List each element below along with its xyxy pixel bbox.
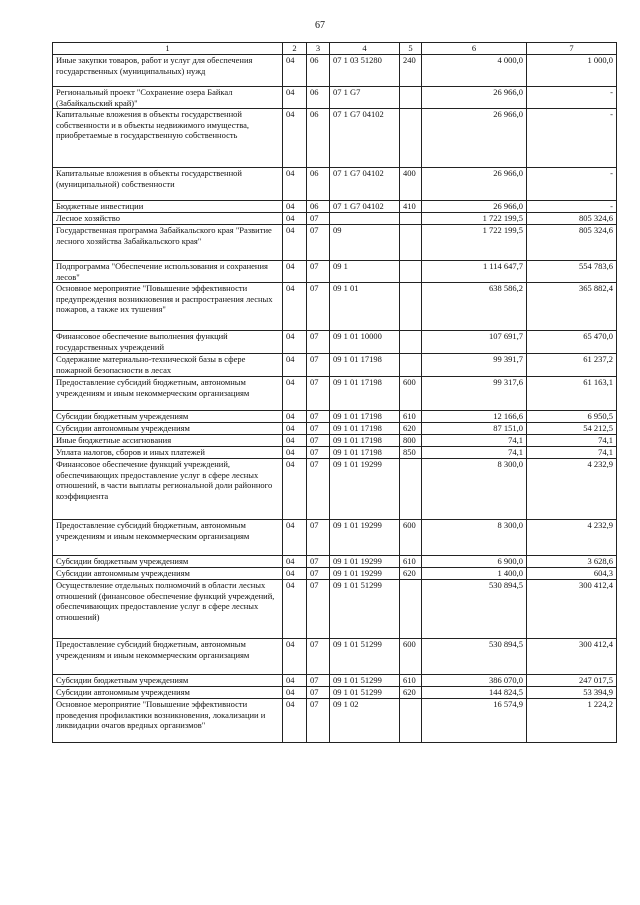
row-subsection-code: 07	[307, 580, 330, 639]
row-section-code: 04	[283, 435, 307, 447]
row-amount-col7: 554 783,6	[527, 261, 617, 283]
row-expense-type	[400, 699, 422, 743]
row-section-code: 04	[283, 687, 307, 699]
row-target-article: 07 1 G7 04102	[330, 168, 400, 201]
row-amount-col6: 107 691,7	[422, 331, 527, 354]
row-target-article: 09 1 01 17198	[330, 377, 400, 411]
row-name: Предоставление субсидий бюджетным, автономным учреждениям и иным некоммерческим организациям	[53, 639, 283, 675]
table-row	[53, 435, 617, 447]
row-name: Предоставление субсидий бюджетным, автономным учреждениям и иным некоммерческим организациям	[53, 520, 283, 556]
row-target-article: 09 1 01 17198	[330, 447, 400, 459]
row-subsection-code: 06	[307, 109, 330, 168]
column-header-2: 2	[283, 43, 307, 55]
page-number: 67	[315, 20, 325, 31]
row-amount-col7: 300 412,4	[527, 639, 617, 675]
row-amount-col6: 16 574,9	[422, 699, 527, 743]
row-amount-col7: 74,1	[527, 447, 617, 459]
table-row	[53, 687, 617, 699]
row-name: Капитальные вложения в объекты государственной (муниципальной) собственности	[53, 168, 283, 201]
row-target-article: 09 1 01 17198	[330, 423, 400, 435]
table-row	[53, 639, 617, 675]
table-row	[53, 354, 617, 377]
row-target-article: 09 1 01 19299	[330, 568, 400, 580]
row-subsection-code: 07	[307, 213, 330, 225]
row-amount-col7: 4 232,9	[527, 520, 617, 556]
row-subsection-code: 07	[307, 687, 330, 699]
row-expense-type: 610	[400, 556, 422, 568]
row-amount-col6: 530 894,5	[422, 580, 527, 639]
row-subsection-code: 06	[307, 55, 330, 87]
row-section-code: 04	[283, 168, 307, 201]
row-name: Иные закупки товаров, работ и услуг для обеспечения государственных (муниципальных) нужд	[53, 55, 283, 87]
row-name: Субсидии автономным учреждениям	[53, 687, 283, 699]
row-section-code: 04	[283, 556, 307, 568]
row-subsection-code: 07	[307, 283, 330, 331]
row-target-article: 09 1 01 19299	[330, 556, 400, 568]
row-target-article: 09 1 01 17198	[330, 411, 400, 423]
row-section-code: 04	[283, 55, 307, 87]
row-target-article: 09 1 01 19299	[330, 459, 400, 520]
row-subsection-code: 07	[307, 459, 330, 520]
row-amount-col7: 65 470,0	[527, 331, 617, 354]
row-expense-type: 800	[400, 435, 422, 447]
row-section-code: 04	[283, 87, 307, 109]
row-name: Лесное хозяйство	[53, 213, 283, 225]
row-section-code: 04	[283, 639, 307, 675]
row-name: Капитальные вложения в объекты государственной собственности и в объекты недвижимого имущества, приобретаемые в государственную собственность	[53, 109, 283, 168]
table-row	[53, 580, 617, 639]
table-row	[53, 520, 617, 556]
row-section-code: 04	[283, 675, 307, 687]
row-expense-type	[400, 225, 422, 261]
row-section-code: 04	[283, 261, 307, 283]
row-amount-col7: 6 950,5	[527, 411, 617, 423]
row-amount-col7: -	[527, 87, 617, 109]
row-expense-type: 410	[400, 201, 422, 213]
table-row	[53, 556, 617, 568]
table-row	[53, 55, 617, 87]
row-expense-type: 400	[400, 168, 422, 201]
row-target-article: 07 1 G7 04102	[330, 109, 400, 168]
row-amount-col6: 1 722 199,5	[422, 213, 527, 225]
table-row	[53, 168, 617, 201]
row-target-article: 07 1 G7	[330, 87, 400, 109]
row-amount-col7: 61 237,2	[527, 354, 617, 377]
row-amount-col6: 26 966,0	[422, 201, 527, 213]
row-name: Субсидии бюджетным учреждениям	[53, 675, 283, 687]
column-header-7: 7	[527, 43, 617, 55]
table-row	[53, 377, 617, 411]
row-expense-type: 620	[400, 687, 422, 699]
table-row	[53, 87, 617, 109]
row-subsection-code: 07	[307, 447, 330, 459]
row-target-article	[330, 213, 400, 225]
row-amount-col7: 1 224,2	[527, 699, 617, 743]
row-name: Основное мероприятие "Повышение эффективности проведения профилактики возникновения, локализации и ликвидации очагов вредных организмов"	[53, 699, 283, 743]
row-subsection-code: 06	[307, 168, 330, 201]
row-subsection-code: 07	[307, 568, 330, 580]
row-amount-col6: 144 824,5	[422, 687, 527, 699]
row-section-code: 04	[283, 459, 307, 520]
row-target-article: 09 1	[330, 261, 400, 283]
table-row	[53, 213, 617, 225]
row-name: Субсидии бюджетным учреждениям	[53, 556, 283, 568]
row-amount-col6: 638 586,2	[422, 283, 527, 331]
row-name: Финансовое обеспечение выполнения функций государственных учреждений	[53, 331, 283, 354]
row-amount-col7: 604,3	[527, 568, 617, 580]
table-row	[53, 411, 617, 423]
row-name: Иные бюджетные ассигнования	[53, 435, 283, 447]
row-subsection-code: 07	[307, 331, 330, 354]
row-amount-col6: 74,1	[422, 447, 527, 459]
row-name: Субсидии автономным учреждениям	[53, 423, 283, 435]
row-target-article: 09 1 01 51299	[330, 687, 400, 699]
row-subsection-code: 06	[307, 87, 330, 109]
column-header-1: 1	[53, 43, 283, 55]
row-name: Региональный проект "Сохранение озера Байкал (Забайкальский край)"	[53, 87, 283, 109]
row-subsection-code: 07	[307, 675, 330, 687]
row-target-article: 09 1 01 17198	[330, 354, 400, 377]
table-row	[53, 447, 617, 459]
row-name: Уплата налогов, сборов и иных платежей	[53, 447, 283, 459]
row-amount-col7: 805 324,6	[527, 213, 617, 225]
row-amount-col6: 26 966,0	[422, 109, 527, 168]
row-expense-type: 610	[400, 675, 422, 687]
row-subsection-code: 07	[307, 639, 330, 675]
row-subsection-code: 07	[307, 699, 330, 743]
table-row	[53, 459, 617, 520]
row-amount-col6: 1 114 647,7	[422, 261, 527, 283]
row-target-article: 09 1 01	[330, 283, 400, 331]
row-expense-type	[400, 354, 422, 377]
row-amount-col6: 99 317,6	[422, 377, 527, 411]
row-target-article: 09 1 01 51299	[330, 675, 400, 687]
row-expense-type	[400, 213, 422, 225]
row-amount-col6: 74,1	[422, 435, 527, 447]
table-row	[53, 261, 617, 283]
row-expense-type	[400, 283, 422, 331]
row-target-article: 09 1 02	[330, 699, 400, 743]
column-header-6: 6	[422, 43, 527, 55]
row-expense-type: 600	[400, 520, 422, 556]
row-expense-type: 850	[400, 447, 422, 459]
row-expense-type: 620	[400, 423, 422, 435]
row-amount-col6: 4 000,0	[422, 55, 527, 87]
row-section-code: 04	[283, 225, 307, 261]
row-amount-col7: 365 882,4	[527, 283, 617, 331]
row-expense-type: 610	[400, 411, 422, 423]
row-amount-col7: 300 412,4	[527, 580, 617, 639]
row-section-code: 04	[283, 580, 307, 639]
table-row	[53, 699, 617, 743]
row-name: Государственная программа Забайкальского края "Развитие лесного хозяйства Забайкальского края"	[53, 225, 283, 261]
row-target-article: 07 1 G7 04102	[330, 201, 400, 213]
row-amount-col7: 53 394,9	[527, 687, 617, 699]
row-amount-col7: 54 212,5	[527, 423, 617, 435]
row-section-code: 04	[283, 331, 307, 354]
row-subsection-code: 07	[307, 411, 330, 423]
row-expense-type: 600	[400, 377, 422, 411]
row-name: Бюджетные инвестиции	[53, 201, 283, 213]
table-row	[53, 423, 617, 435]
row-amount-col7: 61 163,1	[527, 377, 617, 411]
row-amount-col7: -	[527, 109, 617, 168]
row-amount-col7: 1 000,0	[527, 55, 617, 87]
row-subsection-code: 07	[307, 354, 330, 377]
row-amount-col6: 87 151,0	[422, 423, 527, 435]
column-header-5: 5	[400, 43, 422, 55]
row-target-article: 09 1 01 51299	[330, 580, 400, 639]
row-expense-type: 600	[400, 639, 422, 675]
row-amount-col7: -	[527, 201, 617, 213]
row-amount-col7: -	[527, 168, 617, 201]
table-row	[53, 201, 617, 213]
row-subsection-code: 07	[307, 435, 330, 447]
row-amount-col6: 8 300,0	[422, 459, 527, 520]
table-body	[53, 55, 617, 743]
row-section-code: 04	[283, 213, 307, 225]
row-amount-col7: 4 232,9	[527, 459, 617, 520]
row-expense-type: 240	[400, 55, 422, 87]
row-name: Субсидии автономным учреждениям	[53, 568, 283, 580]
row-target-article: 09 1 01 51299	[330, 639, 400, 675]
row-amount-col6: 26 966,0	[422, 87, 527, 109]
row-section-code: 04	[283, 354, 307, 377]
row-amount-col6: 8 300,0	[422, 520, 527, 556]
column-header-3: 3	[307, 43, 330, 55]
table-row	[53, 109, 617, 168]
row-expense-type	[400, 261, 422, 283]
row-name: Основное мероприятие "Повышение эффективности предупреждения возникновения и распространения лесных пожаров, а также их тушения"	[53, 283, 283, 331]
row-amount-col6: 6 900,0	[422, 556, 527, 568]
row-expense-type	[400, 87, 422, 109]
row-amount-col6: 1 400,0	[422, 568, 527, 580]
row-subsection-code: 06	[307, 201, 330, 213]
row-expense-type	[400, 109, 422, 168]
row-subsection-code: 07	[307, 261, 330, 283]
budget-table	[52, 42, 617, 743]
header-row	[53, 43, 617, 55]
table-row	[53, 568, 617, 580]
row-expense-type	[400, 459, 422, 520]
row-section-code: 04	[283, 283, 307, 331]
row-amount-col7: 805 324,6	[527, 225, 617, 261]
row-name: Финансовое обеспечение функций учреждений, обеспечивающих предоставление услуг в сфере лесных отношений, в части выплаты региональной доли районного коэффициента	[53, 459, 283, 520]
row-amount-col6: 99 391,7	[422, 354, 527, 377]
row-subsection-code: 07	[307, 556, 330, 568]
row-name: Предоставление субсидий бюджетным, автономным учреждениям и иным некоммерческим организациям	[53, 377, 283, 411]
row-subsection-code: 07	[307, 225, 330, 261]
row-section-code: 04	[283, 447, 307, 459]
row-expense-type	[400, 331, 422, 354]
row-section-code: 04	[283, 411, 307, 423]
row-amount-col6: 530 894,5	[422, 639, 527, 675]
row-amount-col6: 12 166,6	[422, 411, 527, 423]
row-subsection-code: 07	[307, 377, 330, 411]
row-target-article: 09 1 01 10000	[330, 331, 400, 354]
row-section-code: 04	[283, 109, 307, 168]
table-row	[53, 675, 617, 687]
row-section-code: 04	[283, 423, 307, 435]
table-row	[53, 283, 617, 331]
row-name: Подпрограмма "Обеспечение использования и сохранения лесов"	[53, 261, 283, 283]
row-expense-type: 620	[400, 568, 422, 580]
row-amount-col6: 386 070,0	[422, 675, 527, 687]
row-amount-col6: 26 966,0	[422, 168, 527, 201]
row-section-code: 04	[283, 520, 307, 556]
row-section-code: 04	[283, 201, 307, 213]
row-target-article: 09 1 01 19299	[330, 520, 400, 556]
row-section-code: 04	[283, 568, 307, 580]
row-amount-col6: 1 722 199,5	[422, 225, 527, 261]
column-header-4: 4	[330, 43, 400, 55]
row-expense-type	[400, 580, 422, 639]
row-name: Содержание материально-технической базы в сфере пожарной безопасности в лесах	[53, 354, 283, 377]
row-target-article: 09 1 01 17198	[330, 435, 400, 447]
row-subsection-code: 07	[307, 423, 330, 435]
row-target-article: 07 1 03 51280	[330, 55, 400, 87]
row-section-code: 04	[283, 699, 307, 743]
row-amount-col7: 3 628,6	[527, 556, 617, 568]
row-subsection-code: 07	[307, 520, 330, 556]
row-target-article: 09	[330, 225, 400, 261]
table-row	[53, 331, 617, 354]
row-name: Субсидии бюджетным учреждениям	[53, 411, 283, 423]
row-amount-col7: 74,1	[527, 435, 617, 447]
row-amount-col7: 247 017,5	[527, 675, 617, 687]
row-name: Осуществление отдельных полномочий в области лесных отношений (финансовое обеспечение функций учреждений, обеспечивающих предоставление услуг в сфере лесных отношений)	[53, 580, 283, 639]
table-row	[53, 225, 617, 261]
row-section-code: 04	[283, 377, 307, 411]
